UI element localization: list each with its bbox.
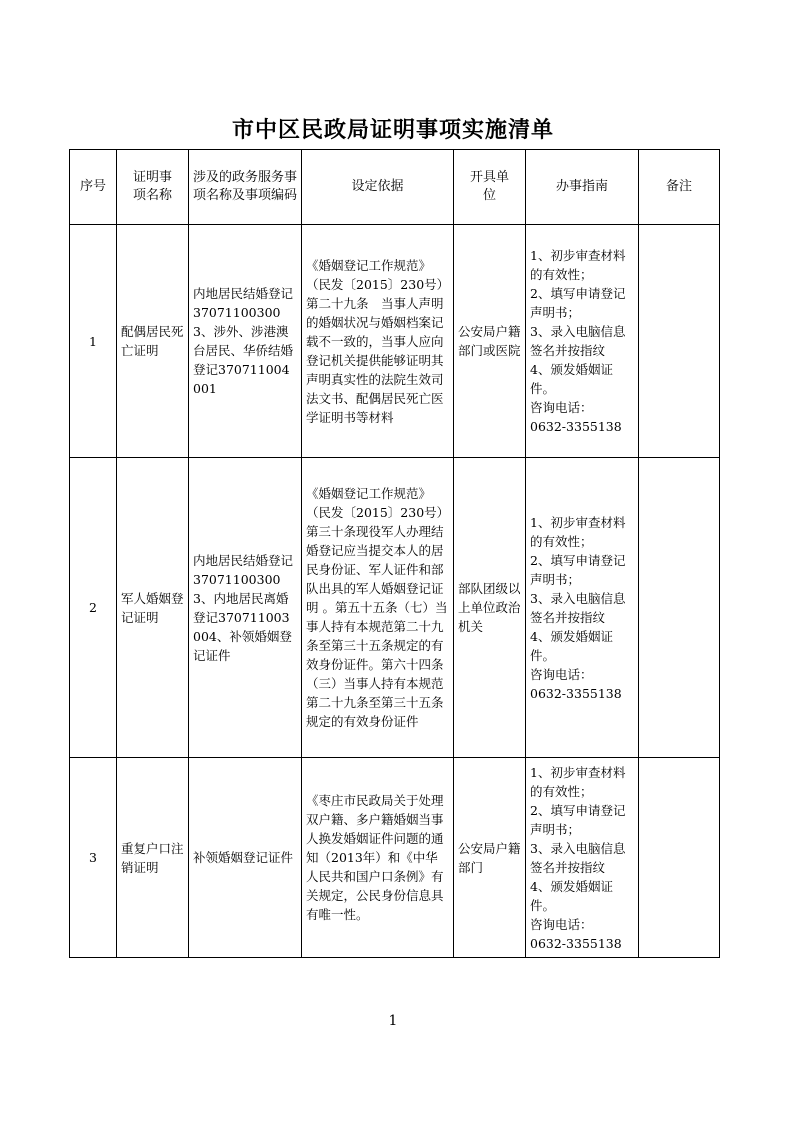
row-basis: 《枣庄市民政局关于处理双户籍、多户籍婚姻当事人换发婚姻证件问题的通知（2013年）和《中华人民共和国户口条例》有关规定，公民身份信息具有唯一性。 [302,758,454,958]
guide-step: 1、初步审查材料的有效性； [530,514,626,549]
row-no: 2 [70,458,117,758]
guide-phone-label: 咨询电话： [530,400,593,415]
row-no: 3 [70,758,117,958]
header-remark: 备注 [639,150,720,225]
table-row [70,458,720,758]
row-issuer: 公安局户籍部门 [454,758,526,958]
row-remark [639,458,720,758]
row-issuer: 公安局户籍部门或医院 [454,225,526,458]
guide-step: 1、初步审查材料的有效性； [530,248,626,282]
guide-step: 3、录入电脑信息签名并按指纹 [530,324,626,358]
row-service: 补领婚姻登记证件 [189,758,302,958]
row-basis: 《婚姻登记工作规范》（民发〔2015〕230号）第三十条现役军人办理结婚登记应当提交本人的居民身份证、军人证件和部队出具的军人婚姻登记证明 。第五十五条（七）当事人持有本规范第二十九条至第三十五条规定的有效身份证件。第六十四条（三）当事人持有本规范第二十九条至第三十五条规定的有效身份证件 [302,458,454,758]
row-guide [526,458,639,758]
row-basis: 《婚姻登记工作规范》（民发〔2015〕230号）第二十九条 当事人声明的婚姻状况与婚姻档案记载不一致的，当事人应向登记机关提供能够证明其声明真实性的法院生效司法文书、配偶居民死亡医学证明书等材料 [302,225,454,458]
guide-phone: 0632-3355138 [530,419,622,434]
header-basis: 设定依据 [302,150,454,225]
guide-step: 2、填写申请登记声明书； [530,552,626,587]
guide-phone-label: 咨询电话： [530,666,593,682]
page-title: 市中区民政局证明事项实施清单 [231,118,554,143]
row-remark [639,758,720,958]
guide-step: 3、录入电脑信息签名并按指纹 [530,840,626,875]
header-item: 证明事项名称 [117,150,189,225]
row-item: 军人婚姻登记证明 [117,458,189,758]
guide-step: 3、录入电脑信息签名并按指纹 [530,590,626,625]
row-no: 1 [70,225,117,458]
row-item: 配偶居民死亡证明 [117,225,189,458]
guide-step: 2、填写申请登记声明书； [530,802,626,837]
guide-phone: 0632-3355138 [530,935,622,951]
header-no: 序号 [70,150,117,225]
guide-step: 4、颁发婚姻证件。 [530,362,613,396]
items-table [69,149,720,958]
row-guide [526,225,639,458]
row-service: 内地居民结婚登记370711003003、涉外、涉港澳台居民、华侨结婚登记370711004001 [189,225,302,458]
row-issuer: 部队团级以上单位政治机关 [454,458,526,758]
header-guide: 办事指南 [526,150,639,225]
row-service: 内地居民结婚登记370711003003、内地居民离婚登记370711003004、补领婚姻登记证件 [189,458,302,758]
guide-phone: 0632-3355138 [530,685,622,701]
guide-step: 4、颁发婚姻证件。 [530,878,613,913]
guide-phone-label: 咨询电话： [530,916,593,932]
guide-step: 4、颁发婚姻证件。 [530,628,613,663]
guide-step: 1、初步审查材料的有效性； [530,764,626,799]
guide-step: 2、填写申请登记声明书； [530,286,626,320]
table-row [70,758,720,958]
header-issuer: 开具单位 [454,150,526,225]
row-item: 重复户口注销证明 [117,758,189,958]
table-row [70,225,720,458]
table-header-row [70,150,720,225]
row-remark [639,225,720,458]
page-number: 1 [388,1013,398,1029]
header-service: 涉及的政务服务事项名称及事项编码 [189,150,302,225]
row-guide [526,758,639,958]
